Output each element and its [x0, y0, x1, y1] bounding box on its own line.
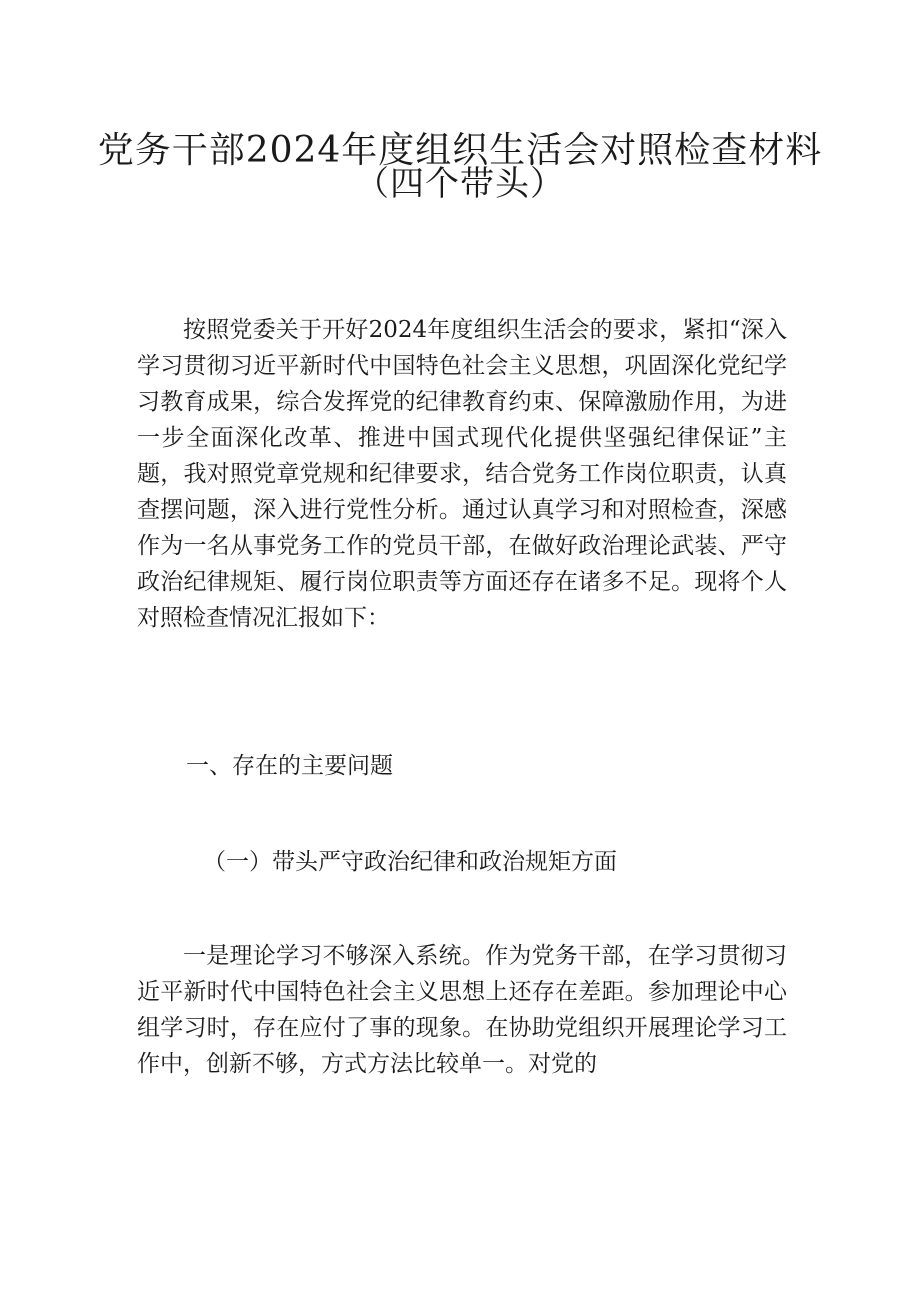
section-heading: 一、存在的主要问题: [186, 753, 393, 779]
document-subtitle: （四个带头）: [355, 164, 565, 204]
document-title: 党务干部2024年度组织生活会对照检查材料: [97, 130, 823, 171]
subsection-heading: （一）带头严守政治纪律和政治规矩方面: [203, 849, 617, 875]
intro-paragraph: 按照党委关于开好2024年度组织生活会的要求，紧扣“深入学习贯彻习近平新时代中国特色社会主义思想，巩固深化党纪学习教育成果，综合发挥党的纪律教育约束、保障激励作用，为进一步全面深化改革、推进中国式现代化提供坚强纪律保证”主题，我对照党章党规和纪律要求，结合党务工作岗位职责，认真查摆问题，深入进行党性分析。通过认真学习和对照检查，深感作为一名从事党务工作的党员干部，在做好政治理论武装、严守政治纪律规矩、履行岗位职责等方面还存在诸多不足。现将个人对照检查情况汇报如下：: [137, 317, 787, 631]
body-paragraph: 一是理论学习不够深入系统。作为党务干部，在学习贯彻习近平新时代中国特色社会主义思想上还存在差距。参加理论中心组学习时，存在应付了事的现象。在协助党组织开展理论学习工作中，创新不够，方式方法比较单一。对党的: [137, 943, 787, 1077]
